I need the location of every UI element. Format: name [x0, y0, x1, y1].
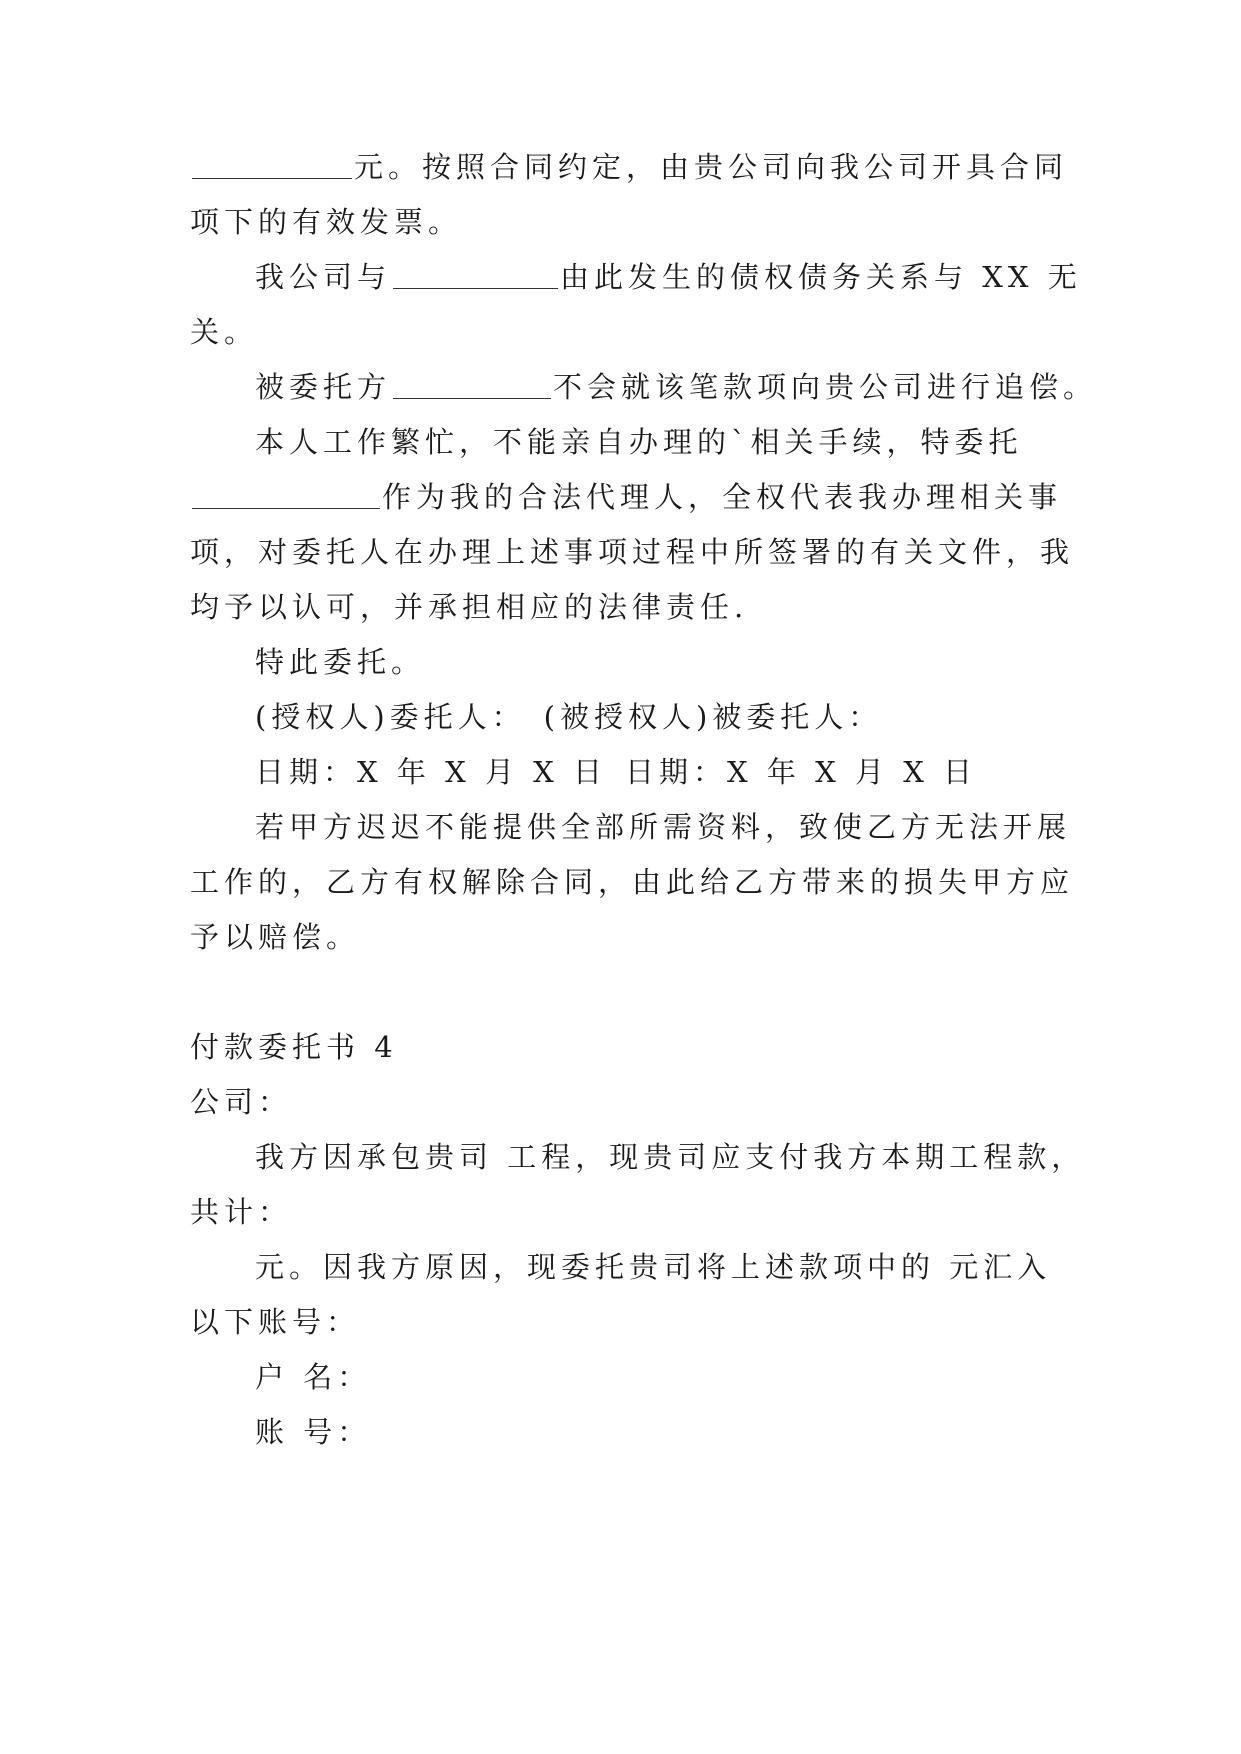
paragraph-line: 元。因我方原因，现委托贵司将上述款项中的 元汇入 — [255, 1250, 1052, 1284]
agent-label: (被授权人)被委托人： — [543, 700, 883, 734]
paragraph-line: 均予以认可，并承担相应的法律责任. — [190, 590, 749, 624]
text-segment: 我公司与 — [255, 260, 392, 294]
paragraph-line: 共计： — [190, 1195, 293, 1229]
fill-blank — [192, 152, 352, 179]
agent-date: 日期：X 年 X 月 X 日 — [625, 755, 978, 789]
account-number-label: 账 号： — [255, 1415, 372, 1449]
fill-blank — [393, 262, 558, 289]
principal-label: (授权人)委托人： — [255, 700, 526, 734]
text-segment: 不会就该笔款项向贵公司进行追偿。 — [553, 370, 1098, 404]
paragraph-line: 以下账号： — [190, 1305, 361, 1339]
fill-blank — [192, 482, 380, 509]
paragraph-line: 公司： — [190, 1085, 293, 1119]
paragraph-line — [190, 147, 1070, 187]
paragraph-line: 本人工作繁忙，不能亲自办理的`相关手续，特委托 — [255, 425, 1023, 459]
paragraph-line: 工作的，乙方有权解除合同，由此给乙方带来的损失甲方应 — [190, 865, 1075, 899]
date-line — [255, 752, 1070, 792]
text-segment: 元。按照合同约定，由贵公司向我公司开具合同 — [354, 150, 1069, 184]
fill-blank — [393, 372, 551, 399]
text-segment: 被委托方 — [255, 370, 392, 404]
paragraph-line: 项下的有效发票。 — [190, 205, 463, 239]
paragraph-line: 项，对委托人在办理上述事项过程中所签署的有关文件，我 — [190, 535, 1075, 569]
paragraph-line: 我方因承包贵司 工程，现贵司应支付我方本期工程款， — [255, 1140, 1086, 1174]
paragraph-line: 若甲方迟迟不能提供全部所需资料，致使乙方无法开展 — [255, 810, 1072, 844]
paragraph-line — [190, 477, 1070, 517]
paragraph-line — [255, 257, 1082, 297]
text-segment: 由此发生的债权债务关系与 XX 无 — [560, 260, 1082, 294]
paragraph-line: 关。 — [190, 315, 259, 349]
paragraph-line: 予以赔偿。 — [190, 920, 361, 954]
principal-date: 日期：X 年 X 月 X 日 — [255, 755, 608, 789]
account-name-label: 户 名： — [255, 1360, 372, 1394]
text-segment: 作为我的合法代理人，全权代表我办理相关事 — [382, 480, 1063, 514]
signature-line — [255, 697, 1070, 737]
paragraph-line — [255, 367, 1098, 407]
paragraph-line: 特此委托。 — [255, 645, 426, 679]
section-title: 付款委托书 4 — [190, 1030, 398, 1064]
